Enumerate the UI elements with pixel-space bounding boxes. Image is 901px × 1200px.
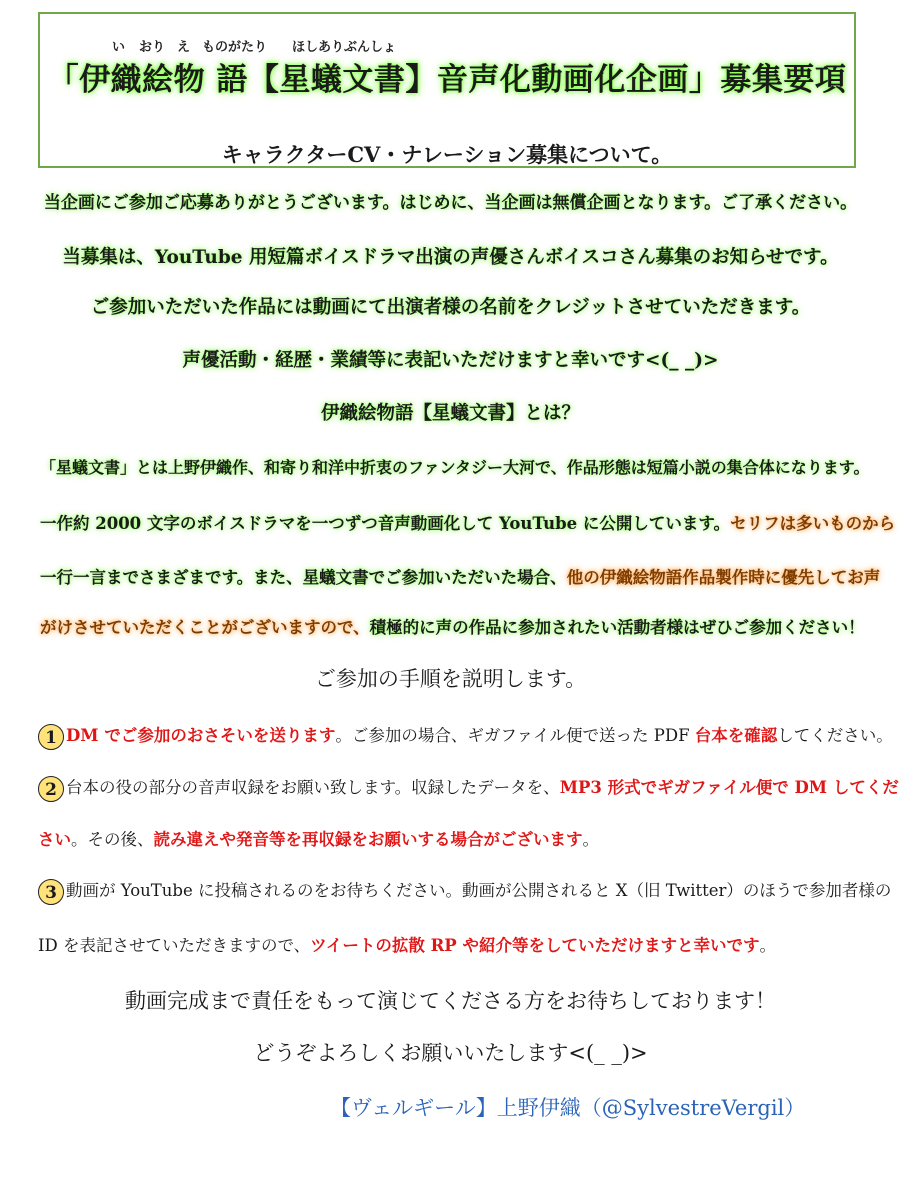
- step-2-emphasis-c: さい: [38, 830, 71, 849]
- step-2-emphasis-e: 読み違えや発音等を再収録をお願いする場合がございます: [153, 830, 583, 849]
- page-subtitle: キャラクターCV・ナレーション募集について。: [221, 142, 673, 167]
- ruby-io: い: [112, 40, 126, 55]
- step-2-number: 2: [38, 776, 64, 802]
- about-line-3-highlight: 他の伊織絵物語作品製作時に優先してお声: [566, 568, 881, 587]
- steps-heading: ご参加の手順を説明します。: [314, 667, 587, 691]
- intro-line-1: 当企画にご参加ご応募ありがとうございます。はじめに、当企画は無償企画となります。ご了承ください。: [43, 193, 858, 213]
- intro-line-3: ご参加いただいた作品には動画にて出演者様の名前をクレジットさせていただきます。: [90, 297, 811, 318]
- about-line-4-text: 積極的に声の作品に参加されたい活動者様はぜひご参加ください！: [369, 618, 865, 637]
- closing-line-2: どうぞよろしくお願いいたします<(_ _)>: [253, 1041, 648, 1065]
- step-2-text-a: 台本の役の部分の音声収録をお願い致します。収録したデータを、: [66, 778, 560, 797]
- step-1-number: 1: [38, 724, 64, 750]
- ruby-e: え: [177, 40, 191, 55]
- step-3-continued: [38, 932, 888, 956]
- step-2-continued: [38, 826, 888, 850]
- about-heading: 伊織絵物語【星蟻文書】とは？: [320, 403, 580, 424]
- intro-line-4: 声優活動・経歴・業績等に表記いただけますと幸いです<(_ _)>: [182, 350, 719, 371]
- step-3-emphasis-c: ツイートの拡散 RP や紹介等をしていただけますと幸いです: [310, 936, 760, 955]
- step-2-emphasis-b: MP3 形式でギガファイル便で DM してくだ: [559, 778, 899, 797]
- about-line-2: [40, 510, 896, 534]
- title-ruby: [40, 36, 854, 56]
- ruby-monogatari: ものがたり: [202, 40, 268, 55]
- step-1-text-d: してください。: [777, 726, 893, 745]
- about-line-4-highlight: がけさせていただくことがございますので、: [40, 618, 370, 637]
- closing-line-1: 動画完成まで責任をもって演じてくださる方をお待ちしております！: [125, 989, 776, 1013]
- step-2: [38, 774, 899, 802]
- page-title: 「伊織絵物 語【星蟻文書】音声化動画化企画」募集要項: [47, 62, 847, 98]
- step-1-emphasis-a: DM でご参加のおさそいを送ります: [66, 726, 336, 745]
- about-line-2-highlight: セリフは多いものから: [730, 514, 896, 533]
- about-line-3-text: 一行一言までさまざまです。また、星蟻文書でご参加いただいた場合、: [40, 568, 567, 587]
- step-2-text-d: 。その後、: [71, 830, 154, 849]
- about-line-4: [40, 614, 870, 638]
- about-line-3: [40, 564, 881, 588]
- step-3: [38, 877, 892, 905]
- step-3-text-a: 動画が YouTube に投稿されるのをお待ちください。動画が公開されると X（旧 Twitter）のほうで参加者様の: [66, 881, 892, 900]
- step-1-emphasis-c: 台本を確認: [694, 726, 778, 745]
- signature: 【ヴェルギール】上野伊織（@SylvestreVergil）: [330, 1096, 806, 1120]
- step-3-text-d: 。: [759, 936, 776, 955]
- step-1-text-b: 。ご参加の場合、ギガファイル便で送った PDF: [335, 726, 695, 745]
- step-3-number: 3: [38, 879, 64, 905]
- about-line-1: 「星蟻文書」とは上野伊織作、和寄り和洋中折衷のファンタジー大河で、作品形態は短篇小説の集合体になります。: [40, 458, 870, 477]
- step-2-text-f: 。: [582, 830, 599, 849]
- ruby-hoshiari: ほしありぶんしょ: [292, 40, 397, 55]
- step-3-text-b: ID を表記させていただきますので、: [38, 936, 311, 955]
- about-line-2-text: 一作約 2000 文字のボイスドラマを一つずつ音声動画化して YouTube に公開しています。: [40, 514, 731, 533]
- step-1: [38, 722, 893, 750]
- intro-line-2: 当募集は、YouTube 用短篇ボイスドラマ出演の声優さんボイスコさん募集のお知らせです。: [62, 247, 839, 268]
- header-frame: [38, 12, 856, 168]
- ruby-ori: おり: [139, 40, 166, 55]
